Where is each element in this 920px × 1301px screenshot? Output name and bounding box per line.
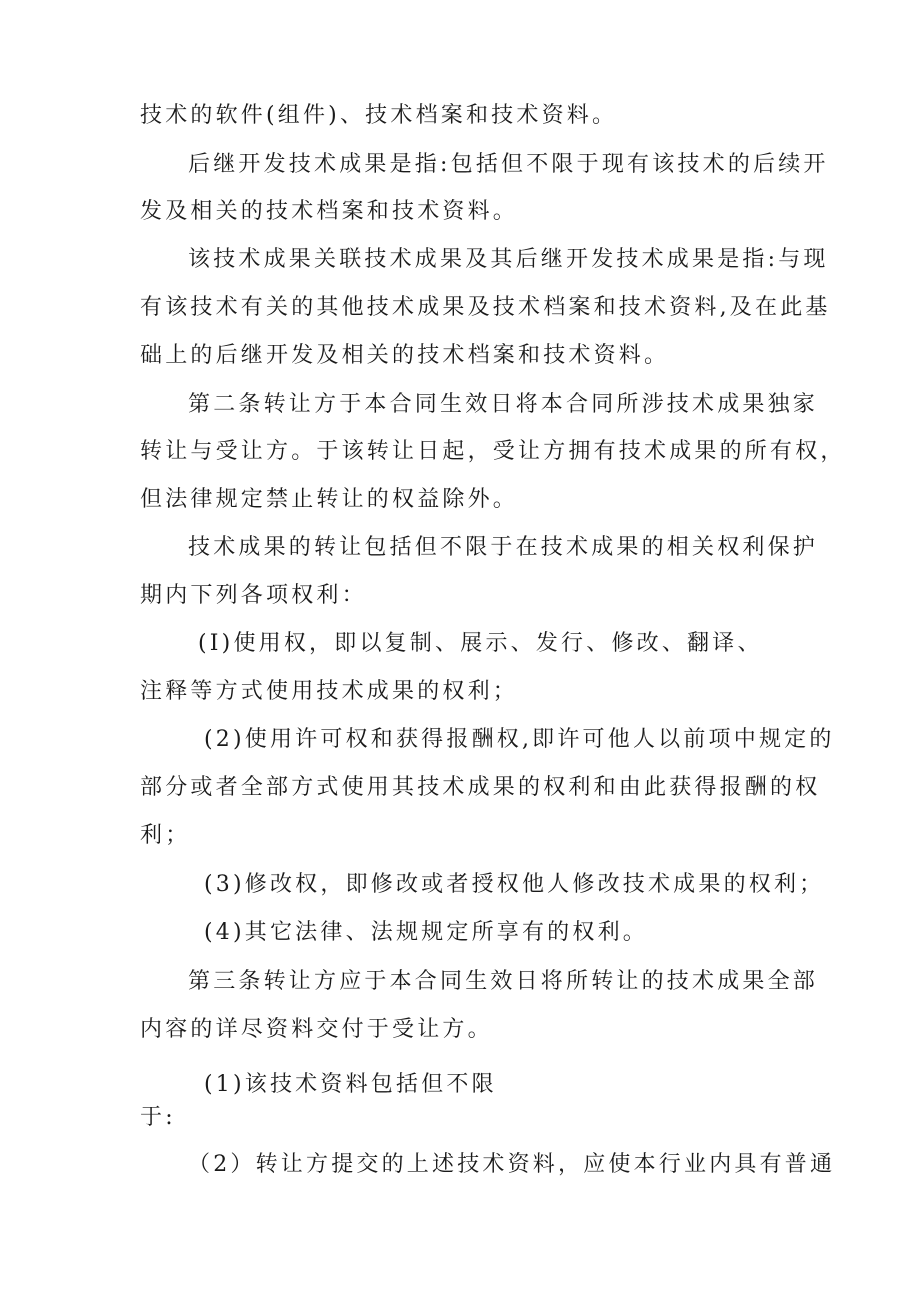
text-line: 第三条转让方应于本合同生效日将所转让的技术成果全部 [188,969,819,994]
text-line: (1)该技术资料包括但不限 [204,1072,497,1097]
text-line: 期内下列各项权利： [140,583,367,608]
text-line: 利； [140,823,191,848]
text-line: 第二条转让方于本合同生效日将本合同所涉技术成果独家 [188,392,819,417]
text-line: (2)使用许可权和获得报酬权,即许可他人以前项中规定的 [204,727,835,752]
text-line: 技术的软件(组件)、技术档案和技术资料。 [140,103,618,128]
text-line: 础上的后继开发及相关的技术档案和技术资料。 [140,343,670,368]
text-line: 有该技术有关的其他技术成果及技术档案和技术资料,及在此基 [140,295,831,320]
text-line: 于: [140,1105,176,1130]
text-line: （2）转让方提交的上述技术资料，应使本行业内具有普通 [188,1152,836,1177]
text-line: 转让与受让方。于该转让日起，受让方拥有技术成果的所有权， [140,439,846,464]
text-line: 后继开发技术成果是指:包括但不限于现有该技术的后续开 [188,152,829,177]
text-line: (I)使用权，即以复制、展示、发行、修改、翻译、 [198,631,763,656]
text-line: 该技术成果关联技术成果及其后继开发技术成果是指:与现 [188,247,829,272]
text-line: (3)修改权，即修改或者授权他人修改技术成果的权利； [204,872,825,897]
text-line: 内容的详尽资料交付于受让方。 [140,1017,493,1042]
text-line: (4)其它法律、法规规定所享有的权利。 [204,920,648,945]
text-line: 部分或者全部方式使用其技术成果的权利和由此获得报酬的权 [140,775,821,800]
text-line: 但法律规定禁止转让的权益除外。 [140,487,519,512]
text-line: 发及相关的技术档案和技术资料。 [140,199,519,224]
text-line: 技术成果的转让包括但不限于在技术成果的相关权利保护 [188,535,819,560]
text-line: 注释等方式使用技术成果的权利； [140,679,519,704]
